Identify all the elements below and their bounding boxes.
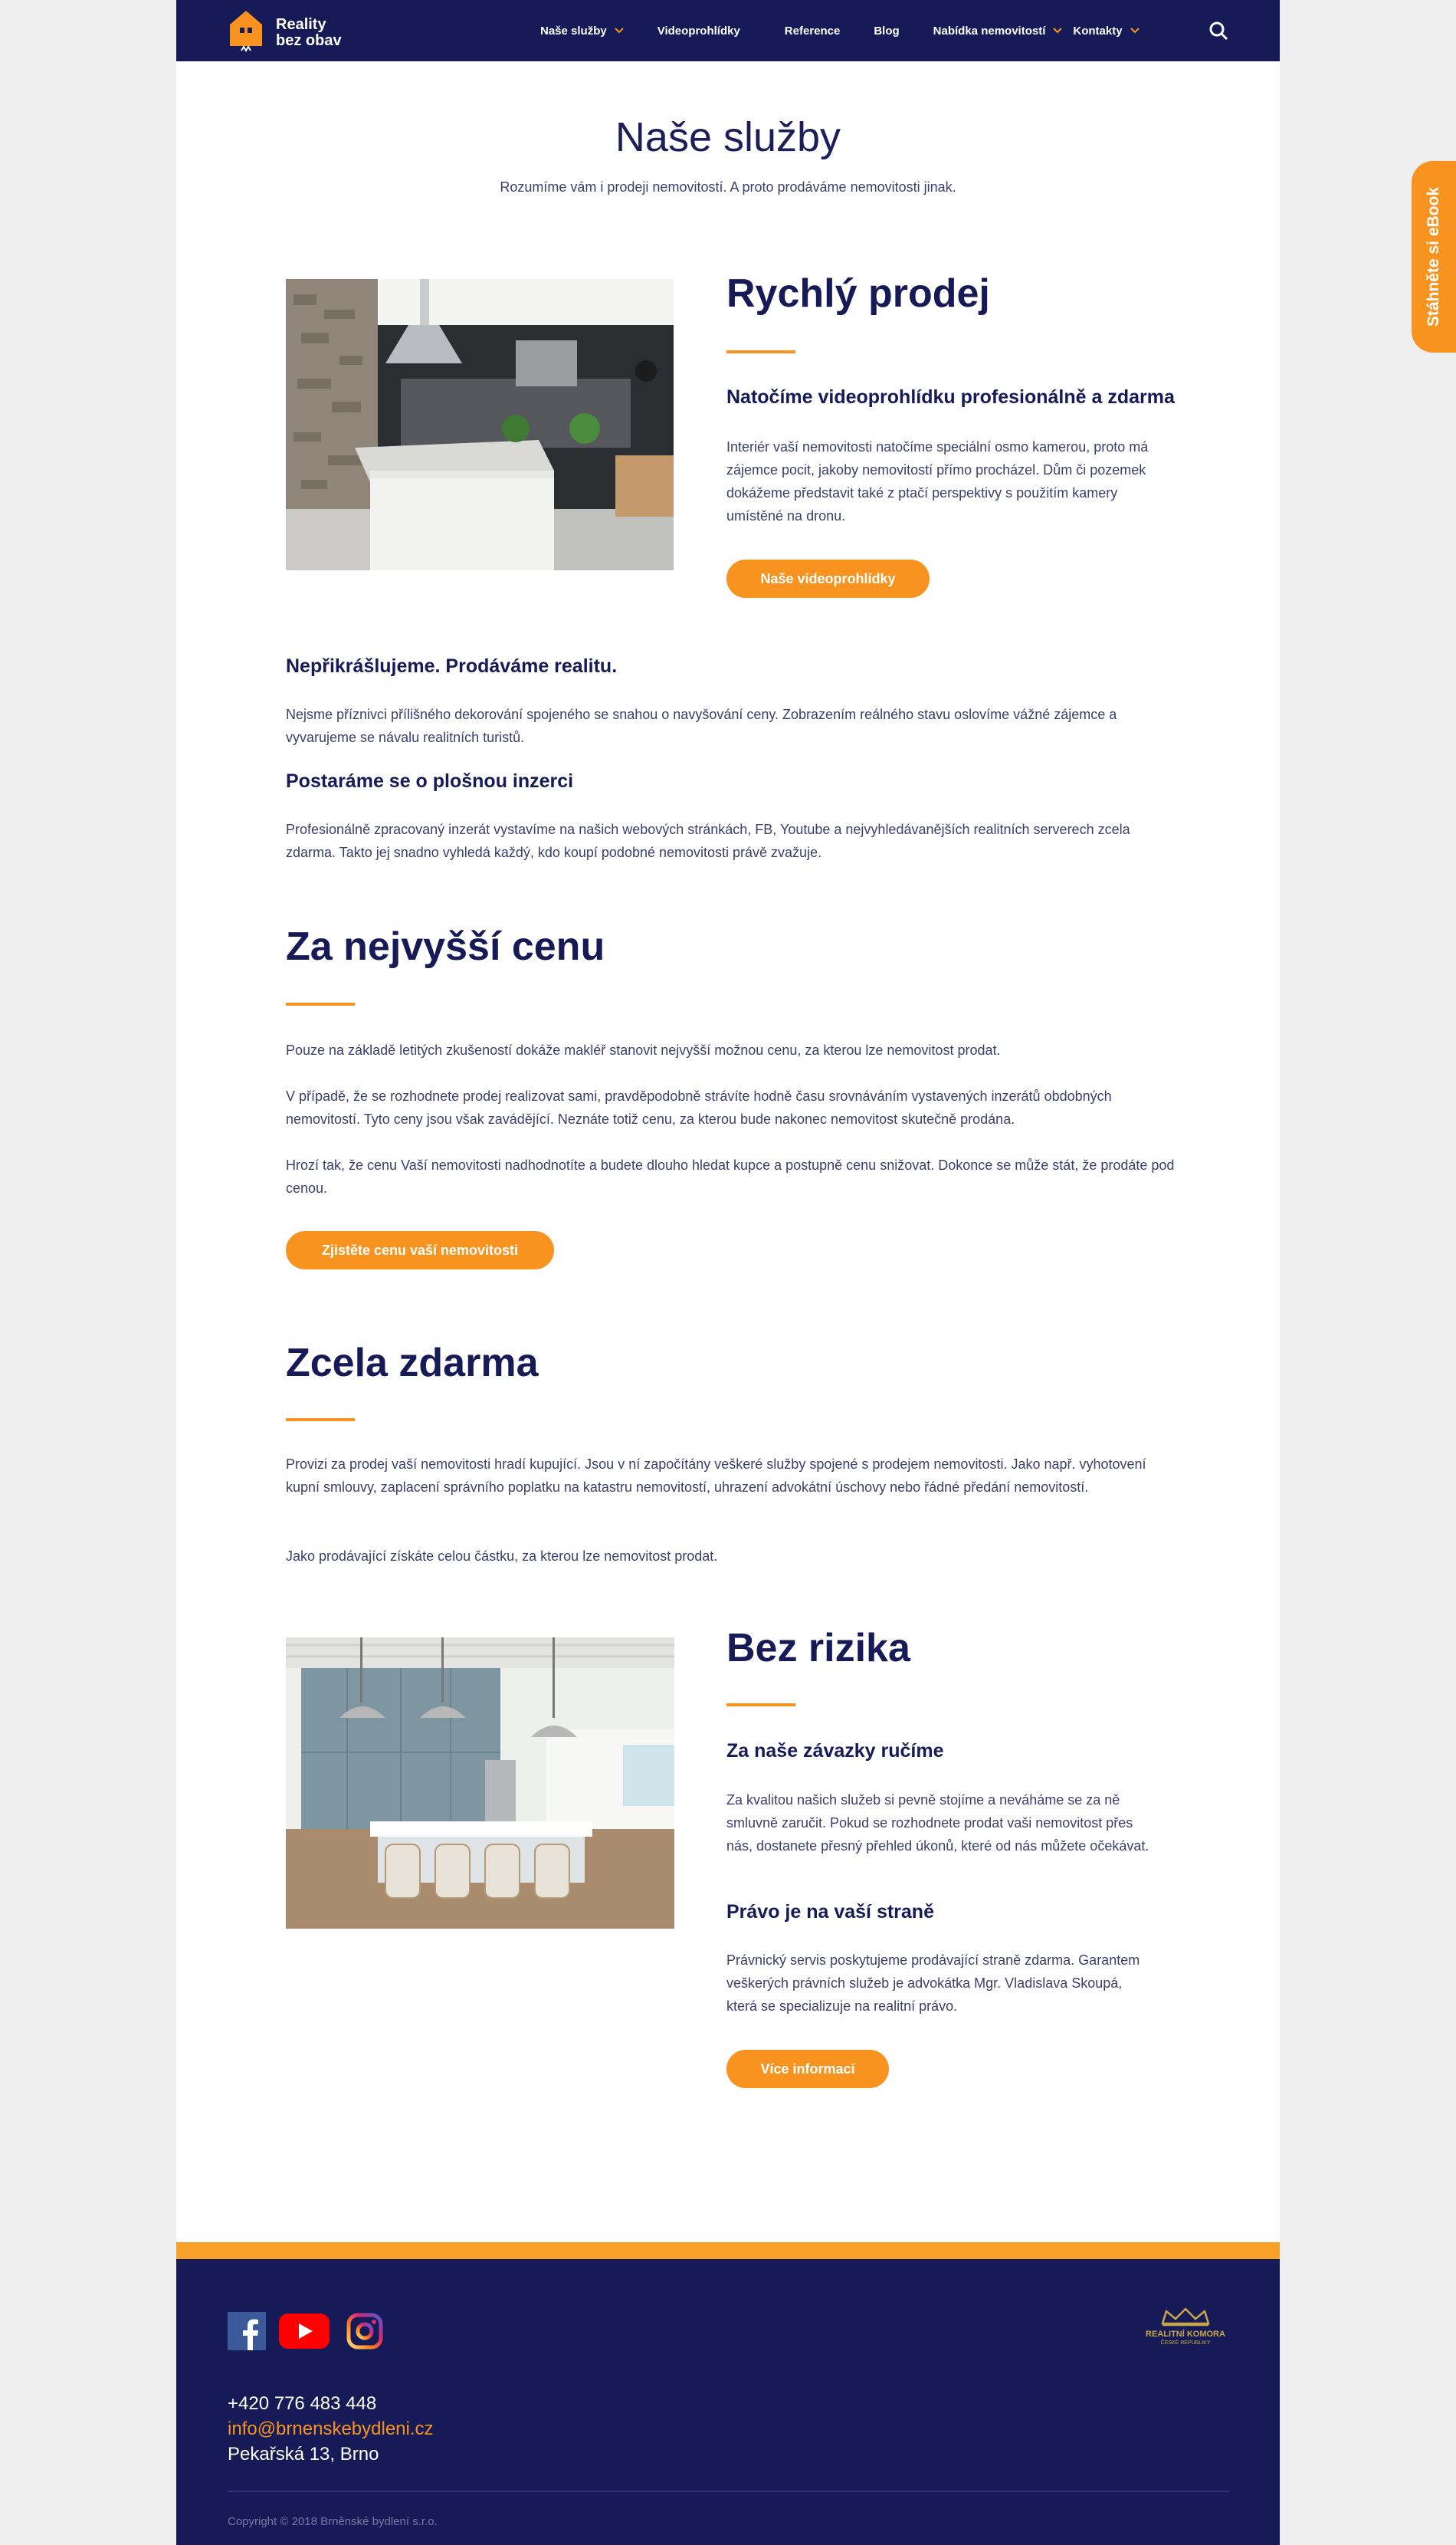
nav-label: Videoprohlídky — [657, 24, 740, 38]
logo[interactable] — [228, 9, 351, 52]
guarantee-title: Za naše závazky ručíme — [726, 1740, 944, 1762]
page-title: Naše služby — [615, 114, 841, 160]
top-price-text-3: Hrozí tak, že cenu Vaší nemovitosti nadhodnotíte a budete dlouho hledat kupce a postupně cenu snižovat. Dokonce se může stát, že prodáte pod cenou. — [286, 1158, 1175, 1196]
youtube-icon[interactable] — [279, 2313, 330, 2349]
chevron-down-icon — [1053, 28, 1062, 34]
no-embellish-text: Nejsme příznivci přílišného dekorování spojeného se snahou o navyšování ceny. Zobrazením reálného stavu oslovíme vážné zájemce a vyvarujeme se návalu realitních turistů. — [286, 707, 1117, 745]
copyright: Copyright © 2018 Brněnské bydlení s.r.o. — [228, 2515, 438, 2528]
free-text-2: Jako prodávající získáte celou částku, za kterou lze nemovitost prodat. — [286, 1548, 718, 1564]
kitchen-image — [286, 279, 674, 570]
nav-label: Nabídka nemovitostí — [933, 24, 1046, 38]
address: Pekařská 13, Brno — [228, 2444, 379, 2465]
nav-item-blog[interactable] — [874, 25, 899, 38]
nav-item-contacts[interactable] — [1073, 25, 1139, 38]
phone[interactable]: +420 776 483 448 — [228, 2393, 377, 2414]
instagram-icon[interactable] — [346, 2312, 384, 2350]
free-title: Zcela zdarma — [286, 1341, 539, 1385]
top-price-title: Za nejvyšší cenu — [286, 924, 605, 969]
house-icon — [228, 9, 264, 52]
nav-item-services[interactable] — [540, 25, 624, 38]
guarantee-text: Za kvalitou našich služeb si pevně stojíme a neváháme se za ně smluvně zaručit. Pokud se rozhodnete prodat vaši nemovitost přes nás, dostanete přesný přehled úkonů, které od nás můžete očekávat. — [726, 1792, 1149, 1854]
top-price-text-2: V případě, že se rozhodnete prodej realizovat sami, pravděpodobně strávíte hodně času srovnáváním vystavených inzerátů obdobných nemovitostí. Tyto ceny jsou však zavádějící. Neznáte totiž cenu, za kterou bude nakonec nemovitost skutečně prodána. — [286, 1089, 1112, 1127]
nav-item-videotours[interactable] — [657, 25, 740, 38]
legal-title: Právo je na vaší straně — [726, 1901, 934, 1923]
ads-title: Postaráme se o plošnou inzerci — [286, 770, 574, 792]
footer-accent-bar — [176, 2242, 1280, 2259]
nav-label: Reference — [784, 24, 841, 38]
no-risk-rule — [726, 1703, 795, 1706]
badge-line-2: ČESKÉ REPUBLIKY — [1160, 2340, 1211, 2346]
chevron-down-icon — [615, 28, 624, 34]
fast-sale-rule — [726, 350, 795, 353]
footer-divider — [228, 2491, 1229, 2492]
main-nav — [540, 0, 1173, 61]
nav-item-references[interactable] — [785, 25, 841, 38]
page-subtitle: Rozumíme vám i prodeji nemovitostí. A proto prodáváme nemovitosti jinak. — [500, 179, 956, 195]
top-price-rule — [286, 1003, 355, 1006]
nav-label: Blog — [874, 24, 900, 38]
crown-icon — [1159, 2307, 1212, 2327]
videotours-button[interactable]: Naše videoprohlídky — [726, 560, 930, 598]
more-info-button[interactable]: Více informací — [726, 2050, 889, 2088]
facebook-icon[interactable] — [228, 2312, 266, 2350]
nav-item-properties[interactable] — [933, 25, 1063, 38]
ads-text: Profesionálně zpracovaný inzerát vystavíme na našich webových stránkách, FB, Youtube a nejvyhledávanějších realitních serverech zcela zdarma. Takto jej snadno vyhledá každý, kdo koupí podobné nemovitosti právě zvažuje. — [286, 822, 1130, 860]
badge-line-1: REALITNÍ KOMORA — [1146, 2330, 1225, 2339]
free-text-1: Provizi za prodej vaší nemovitosti hradí kupující. Jsou v ní započítány veškeré služby spojené s prodejem nemovitosti. Jako např. vyhotovení kupní smlouvy, zaplacení správního poplatku na katastru nemovitostí, uhrazení advokátní úschovy nebo řádné předání nemovitostí. — [286, 1456, 1146, 1495]
logo-text — [276, 17, 342, 49]
no-embellish-title: Nepřikrášlujeme. Prodáváme realitu. — [286, 655, 618, 677]
fast-sale-text: Interiér vaší nemovitosti natočíme speciální osmo kamerou, proto má zájemce pocit, jakoby nemovitostí přímo procházel. Dům či pozemek dokážeme představit také z ptačí perspektivy s použitím kamery umístěné na dronu. — [726, 439, 1149, 524]
fast-sale-subtitle: Natočíme videoprohlídku profesionálně a zdarma — [726, 386, 1175, 408]
price-estimate-button[interactable]: Zjistěte cenu vaší nemovitosti — [286, 1231, 554, 1269]
page — [176, 0, 1280, 2545]
footer — [176, 2259, 1280, 2545]
ebook-label: Stáhněte si eBook — [1425, 186, 1442, 327]
ebook-download-tab[interactable] — [1412, 161, 1456, 353]
nav-label: Naše služby — [540, 24, 607, 38]
legal-text: Právnický servis poskytujeme prodávající straně zdarma. Garantem veškerých právních služeb je advokátka Mgr. Vladislava Skoupá, která se specializuje na realitní právo. — [726, 1952, 1140, 2014]
fast-sale-title: Rychlý prodej — [726, 271, 990, 316]
top-price-text-1: Pouze na základě letitých zkušeností dokáže makléř stanovit nejvyšší možnou cenu, za kterou lze nemovitost prodat. — [286, 1043, 1001, 1058]
logo-line-1: Reality — [276, 16, 326, 33]
nav-label: Kontakty — [1073, 24, 1123, 38]
logo-line-2: bez obav — [276, 32, 342, 49]
free-rule — [286, 1418, 355, 1421]
header — [176, 0, 1280, 61]
chevron-down-icon — [1130, 28, 1140, 34]
no-risk-title: Bez rizika — [726, 1626, 910, 1670]
kitchen-island-image — [286, 1637, 674, 1929]
email-link[interactable]: info@brnenskebydleni.cz — [228, 2419, 434, 2439]
realitni-komora-badge — [1136, 2307, 1235, 2353]
search-icon[interactable] — [1208, 21, 1228, 41]
